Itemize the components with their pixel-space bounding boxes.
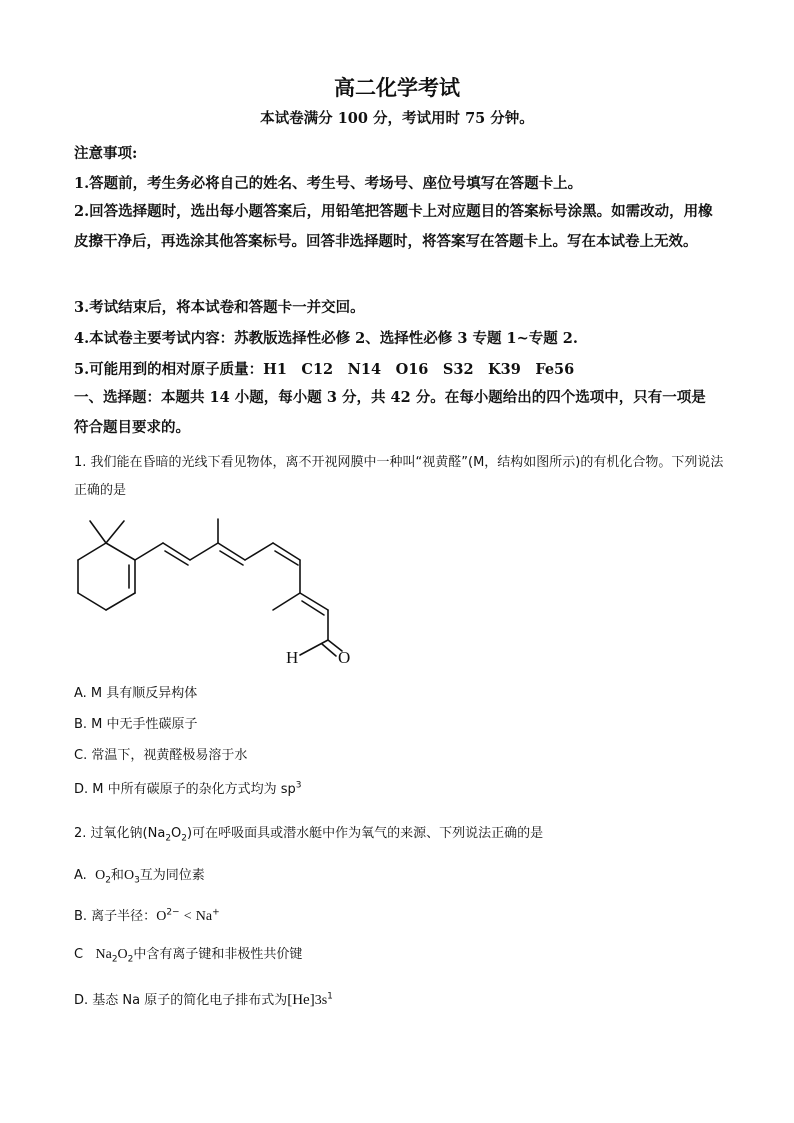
q1-option-b: B. M 中无手性碳原子	[74, 717, 198, 732]
stem-text: 2. 过氧化钠(	[74, 826, 148, 841]
formula-na: Na	[147, 826, 166, 841]
formula-na: Na	[95, 947, 112, 962]
option-text: 互为同位素	[139, 868, 205, 883]
subscript: 3	[134, 875, 140, 886]
note-item: 3.考试结束后，将本试卷和答题卡一并交回。	[74, 299, 365, 316]
formula-na: Na	[195, 909, 213, 924]
less-than-sign: <	[183, 909, 192, 924]
q1-option-d-text: D. M 中所有碳原子的杂化方式均为 sp	[74, 782, 296, 797]
question-2-stem	[74, 822, 543, 844]
subscript: 2	[181, 833, 188, 844]
atom-h-label: H	[286, 648, 299, 667]
orbital-text: 3s	[314, 993, 328, 1008]
q2-option-d	[74, 989, 333, 1009]
option-label: C	[74, 947, 84, 962]
subscript: 2	[165, 833, 172, 844]
retinal-structure-diagram	[70, 515, 370, 675]
q1-option-c: C. 常温下，视黄醛极易溶于水	[74, 748, 248, 763]
formula-o: O	[117, 947, 128, 962]
superscript: 1	[327, 991, 333, 1002]
superscript: 2−	[166, 907, 180, 918]
option-text: 中含有离子键和非极性共价键	[133, 947, 303, 962]
notes-heading: 注意事项:	[74, 145, 138, 162]
subscript: 2	[111, 954, 118, 965]
note-item: 1.答题前，考生务必将自己的姓名、考生号、考场号、座位号填写在答题卡上。	[74, 175, 583, 192]
formula-o: O	[95, 868, 106, 883]
q2-option-a	[74, 864, 205, 886]
subscript: 2	[105, 875, 111, 886]
q1-option-a: A. M 具有顺反异构体	[74, 686, 198, 701]
option-label: D. 基态 Na 原子的简化电子排布式为	[74, 993, 288, 1008]
formula-o: O	[171, 826, 182, 841]
option-label: A.	[74, 868, 87, 883]
formula-o: O	[123, 868, 135, 883]
exam-subtitle: 本试卷满分 100 分，考试用时 75 分钟。	[260, 110, 534, 127]
q1-option-d	[74, 778, 302, 797]
note-item: 2.回答选择题时，选出每小题答案后，用铅笔把答题卡上对应题目的答案标号涂黑。如需改动，用橡皮擦干净后，再选涂其他答案标号。回答非选择题时，将答案写在答题卡上。写在本试卷上无效。	[74, 203, 713, 250]
note-item: 5.可能用到的相对原子质量：H1 C12 N14 O16 S32 K39 Fe56	[74, 361, 575, 378]
superscript: +	[212, 907, 220, 918]
note-item: 4.本试卷主要考试内容：苏教版选择性必修 2、选择性必修 3 专题 1~专题 2.	[74, 330, 578, 347]
q2-option-b	[74, 905, 220, 925]
q2-option-c	[74, 943, 302, 965]
page-title: 高二化学考试	[334, 75, 460, 100]
subscript: 2	[127, 954, 134, 965]
option-label: B. 离子半径：	[74, 909, 157, 924]
section-heading: 一、选择题：本题共 14 小题，每小题 3 分，共 42 分。在每小题给出的四个选项中，只有一项是符合题目要求的。	[74, 389, 706, 436]
stem-text: )可在呼吸面具或潜水艇中作为氧气的来源、下列说法正确的是	[187, 826, 544, 841]
superscript: 3	[295, 780, 302, 791]
formula-o: O	[156, 909, 167, 924]
option-text: 和	[110, 868, 124, 883]
noble-gas-core: [He]	[287, 992, 315, 1008]
question-1-stem: 1. 我们能在昏暗的光线下看见物体，离不开视网膜中一种叫“视黄醛”(M，结构如图所示)的有机化合物。下列说法正确的是	[74, 455, 724, 498]
atom-o-label: O	[338, 648, 351, 667]
